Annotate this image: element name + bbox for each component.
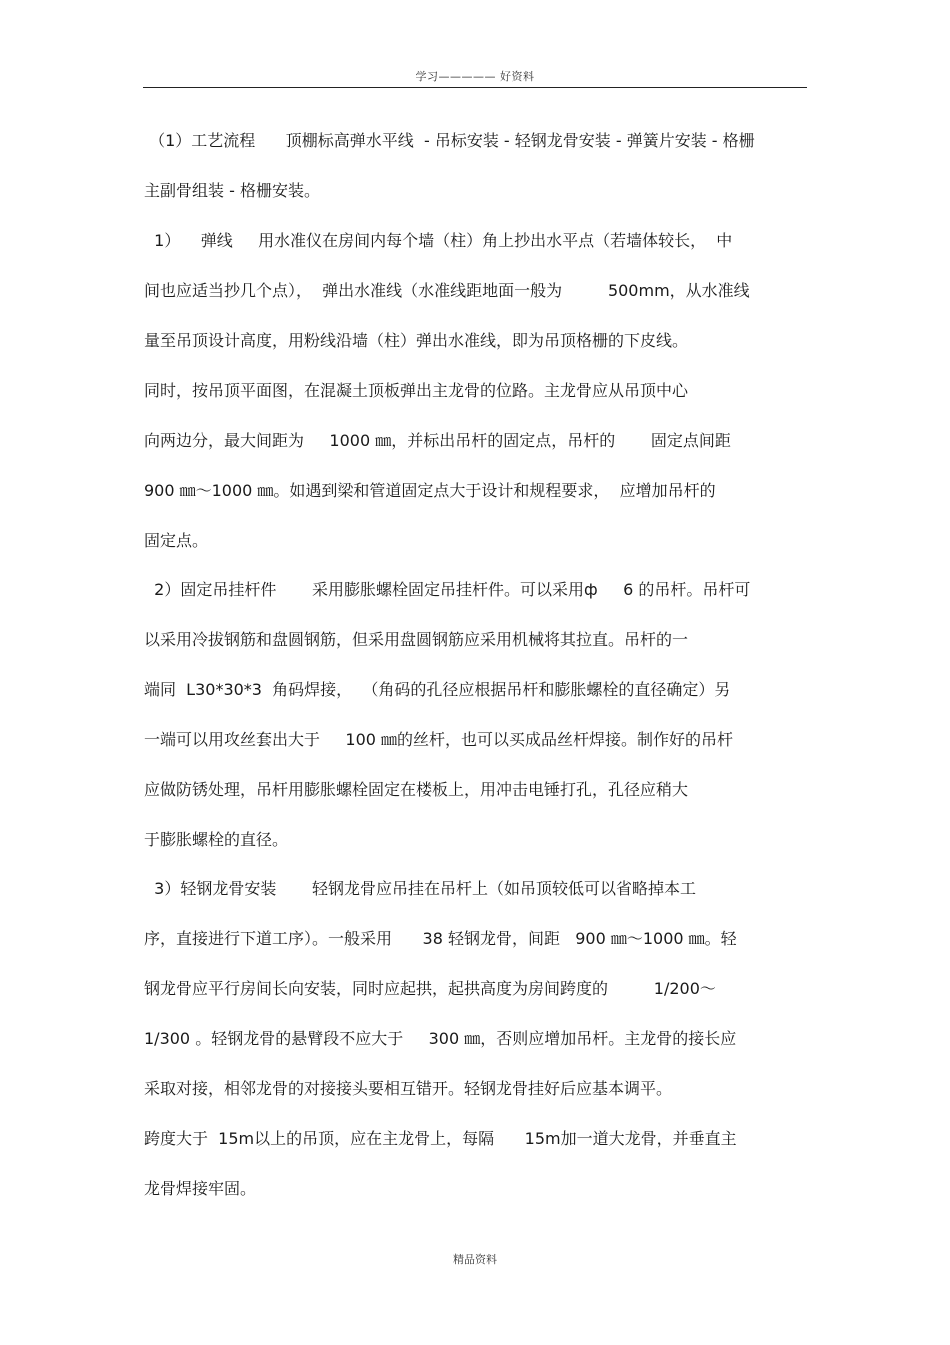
body-line: 1） 弹线 用水准仪在房间内每个墙（柱）角上抄出水平点（若墙体较长， 中: [144, 231, 733, 250]
body-line: 龙骨焊接牢固。: [144, 1179, 257, 1198]
page-footer: 精品资料: [453, 1253, 497, 1266]
body-line: 2）固定吊挂杆件 采用膨胀螺栓固定吊挂杆件。可以采用ф 6 的吊杆。吊杆可: [144, 580, 751, 599]
body-line: 向两边分，最大间距为 1000 ㎜，并标出吊杆的固定点，吊杆的 固定点间距: [144, 431, 731, 450]
body-line: 量至吊顶设计高度，用粉线沿墙（柱）弹出水准线，即为吊顶格栅的下皮线。: [144, 331, 689, 350]
body-line: 同时，按吊顶平面图，在混凝土顶板弹出主龙骨的位路。主龙骨应从吊顶中心: [144, 381, 689, 400]
body-line: 一端可以用攻丝套出大于 100 ㎜的丝杆，也可以买成品丝杆焊接。制作好的吊杆: [144, 730, 734, 749]
body-line: 主副骨组装 - 格栅安装。: [144, 181, 320, 200]
body-line: 于膨胀螺栓的直径。: [144, 830, 289, 849]
body-line: 跨度大于 15m以上的吊顶，应在主龙骨上，每隔 15m加一道大龙骨，并垂直主: [144, 1129, 737, 1148]
body-line: 间也应适当抄几个点）， 弹出水准线（水准线距地面一般为 500mm，从水准线: [144, 281, 750, 300]
body-line: 固定点。: [144, 531, 209, 550]
body-line: 900 ㎜～1000 ㎜。如遇到梁和管道固定点大于设计和规程要求， 应增加吊杆的: [144, 481, 716, 500]
body-line: （1）工艺流程 顶棚标高弹水平线 - 吊标安装 - 轻钢龙骨安装 - 弹簧片安装 - 格栅: [144, 131, 755, 150]
body-line: 1/300 。轻钢龙骨的悬臂段不应大于 300 ㎜，否则应增加吊杆。主龙骨的接长应: [144, 1029, 737, 1048]
body-line: 端同 L30*30*3 角码焊接， （角码的孔径应根据吊杆和膨胀螺栓的直径确定）另: [144, 680, 731, 699]
header-divider: [143, 87, 807, 88]
body-line: 采取对接，相邻龙骨的对接接头要相互错开。轻钢龙骨挂好后应基本调平。: [144, 1079, 673, 1098]
body-line: 序，直接进行下道工序）。一般采用 38 轻钢龙骨，间距 900 ㎜～1000 ㎜。轻: [144, 929, 737, 948]
body-line: 应做防锈处理，吊杆用膨胀螺栓固定在楼板上，用冲击电锤打孔，孔径应稍大: [144, 780, 689, 799]
body-line: 钢龙骨应平行房间长向安装，同时应起拱，起拱高度为房间跨度的 1/200～: [144, 979, 716, 998]
page-header: 学习————— 好资料: [415, 70, 535, 83]
body-line: 3）轻钢龙骨安装 轻钢龙骨应吊挂在吊杆上（如吊顶较低可以省略掉本工: [144, 879, 696, 898]
body-line: 以采用冷拔钢筋和盘圆钢筋，但采用盘圆钢筋应采用机械将其拉直。吊杆的一: [144, 630, 689, 649]
